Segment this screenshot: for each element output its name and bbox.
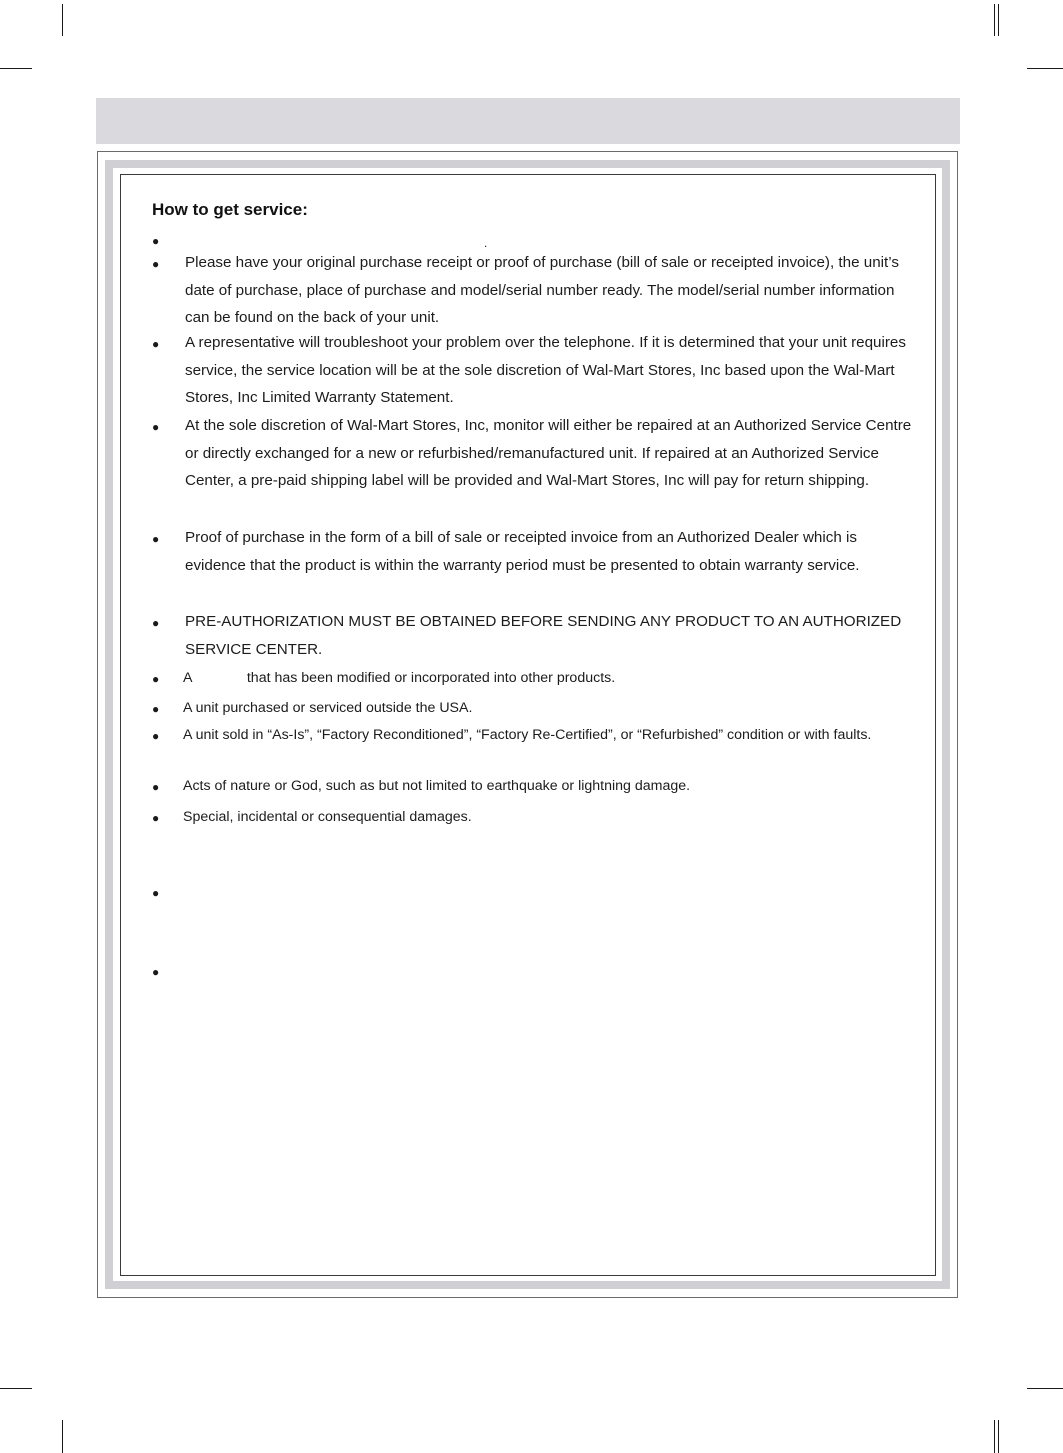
crop-mark (0, 68, 32, 69)
bullet-icon: ● (152, 780, 160, 794)
bullet-icon: ● (152, 702, 160, 716)
list-item: A unit sold in “As-Is”, “Factory Reconditioned”, “Factory Re-Certified”, or “Refurbished” condition or with faults. (183, 727, 872, 743)
bullet-icon: ● (152, 532, 160, 546)
bullet-icon: ● (152, 337, 160, 351)
list-item: Special, incidental or consequential damages. (183, 809, 472, 825)
bullet-icon: ● (152, 886, 160, 900)
bullet-icon: ● (152, 257, 160, 271)
crop-mark (1027, 68, 1063, 69)
list-item: PRE-AUTHORIZATION MUST BE OBTAINED BEFORE SENDING ANY PRODUCT TO AN AUTHORIZED SERVICE CENTER. (185, 613, 902, 658)
bullet-icon: ● (152, 729, 160, 743)
crop-mark (998, 4, 999, 36)
crop-mark (994, 1420, 995, 1453)
crop-mark (62, 4, 63, 36)
crop-mark (994, 4, 995, 36)
bullet-icon: ● (152, 672, 160, 686)
list-item: A unit purchased or serviced outside the USA. (183, 700, 473, 716)
fragment-dot: . (484, 236, 488, 250)
bullet-icon: ● (152, 965, 160, 979)
list-item: A representative will troubleshoot your problem over the telephone. If it is determined that your unit requires service, the service location will be at the sole discretion of Wal-Mart Stores, Inc based upon the Wal-Mart Stores, Inc Limited Warranty Statement. (185, 334, 906, 407)
bullet-icon: ● (152, 811, 160, 825)
crop-mark (998, 1420, 999, 1453)
header-band (96, 98, 960, 144)
list-item: At the sole discretion of Wal-Mart Stores, Inc, monitor will either be repaired at an Authorized Service Centre or directly exchanged for a new or refurbished/remanufactured unit. If repaired at an Authorized Service Center, a pre-paid shipping label will be provided and Wal-Mart Stores, Inc will pay for return shipping. (185, 417, 912, 490)
bullet-icon: ● (152, 234, 160, 248)
bullet-icon: ● (152, 616, 160, 630)
bullet-icon: ● (152, 420, 160, 434)
list-item: A that has been modified or incorporated into other products. (183, 670, 616, 686)
list-item: Please have your original purchase receipt or proof of purchase (bill of sale or receipted invoice), the unit’s date of purchase, place of purchase and model/serial number ready. The model/serial number information can be found on the back of your unit. (185, 254, 899, 327)
list-item: Proof of purchase in the form of a bill of sale or receipted invoice from an Authorized Dealer which is evidence that the product is within the warranty period must be presented to obtain warranty service. (185, 529, 860, 574)
service-heading: How to get service: (152, 200, 308, 219)
list-item: Acts of nature or God, such as but not limited to earthquake or lightning damage. (183, 778, 691, 794)
crop-mark (0, 1388, 32, 1389)
crop-mark (62, 1420, 63, 1453)
crop-mark (1027, 1388, 1063, 1389)
